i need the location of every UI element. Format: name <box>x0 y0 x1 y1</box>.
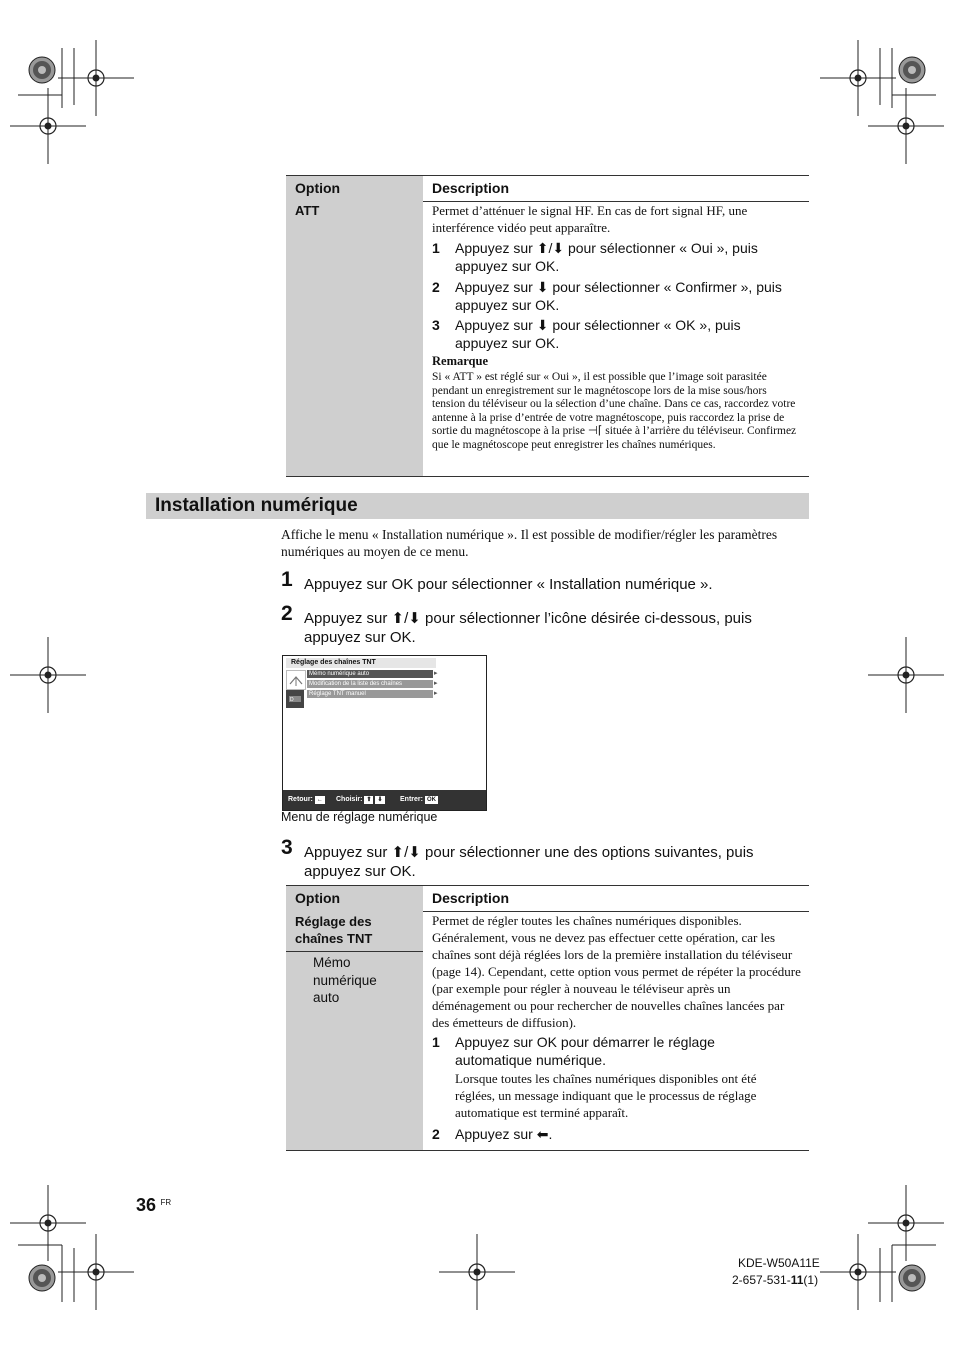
menu-item-manual[interactable]: Réglage TNT manuel <box>307 690 433 698</box>
option-att: ATT <box>295 203 320 218</box>
section-heading <box>146 493 809 519</box>
chevron-right-icon: ▸ <box>434 680 438 687</box>
down-key-icon: ⬇ <box>377 797 383 803</box>
header-description: Description <box>432 180 510 196</box>
digital-setup-menu-screen <box>282 655 487 811</box>
att-intro: Permet d’atténuer le signal HF. En cas de fort signal HF, une interférence vidéo peut apparaître. <box>432 203 748 235</box>
menu-item-edit-list[interactable]: Modification de la liste des chaînes <box>307 680 433 688</box>
table-header <box>286 885 809 912</box>
table-header <box>286 175 809 202</box>
section-title: Installation numérique <box>155 495 358 516</box>
step-1-text: Appuyez sur OK pour sélectionner « Installation numérique ». <box>304 576 713 593</box>
step-3-number: 3 <box>281 836 293 859</box>
menu-item-auto[interactable]: Mémo numérique auto <box>307 670 433 678</box>
step-1-number: 1 <box>281 568 293 591</box>
up-key-icon: ⬆ <box>366 797 372 803</box>
option-column <box>286 911 423 1150</box>
chevron-right-icon: ▸ <box>434 670 438 677</box>
tnt-intro: Permet de régler toutes les chaînes numériques disponibles. Généralement, vous ne devez pas effectuer cette opération, car les chaînes sont déjà réglées lors de la première installation du téléviseur (page 14). Cependant, cette option vous permet de répéter la procédure (par exemple pour régler à nouveau le téléviseur après un déménagement ou pour rechercher de nouvelles chaînes lancées par des émetteurs de diffusion). <box>432 913 801 1030</box>
att-step-2: 2 Appuyez sur ⬇ pour sélectionner « Confirmer », puis appuyez sur OK. <box>432 279 782 313</box>
screen-caption: Menu de réglage numérique <box>281 810 438 824</box>
step-2-number: 2 <box>281 602 293 625</box>
option-tnt: Réglage des chaînes TNT <box>295 914 373 946</box>
step-3-text: Appuyez sur ⬆/⬇ pour sélectionner une des options suivantes, puis appuyez sur OK. <box>304 844 754 880</box>
remark-text: Si « ATT » est réglé sur « Oui », il est possible que l’image soit parasitée pendant un enregistrement sur le magnétoscope lors de la mise sous/hors tension du téléviseur ou la sélection d’une chaîne. Dans ce cas, raccordez votre antenne à la prise d’entrée de votre magnétoscope, puis raccordez la prise de sortie du magnétoscope à la prise ⊣⌈ située à l’arrière du téléviseur. Confirmez que le magnétoscope peut enregistrer les chaînes numériques. <box>432 371 797 451</box>
header-description: Description <box>432 890 510 906</box>
suboption-auto: Mémo numérique auto <box>313 955 377 1005</box>
tnt-step-1-note: Lorsque toutes les chaînes numériques disponibles ont été réglées, un message indiquant que le processus de réglage automatique est terminé apparaît. <box>455 1071 757 1120</box>
digital-icon <box>286 690 304 708</box>
svg-text:D: D <box>290 697 294 703</box>
section-intro: Affiche le menu « Installation numérique ». Il est possible de modifier/régler les paramètres numériques au moyen de ce menu. <box>281 527 778 559</box>
chevron-right-icon: ▸ <box>434 690 438 697</box>
screen-footer <box>283 790 486 810</box>
page-number: 36 $^{FR}$ <box>136 1195 172 1215</box>
header-option: Option <box>295 890 341 906</box>
screen-title: Réglage des chaînes TNT <box>286 658 436 668</box>
footer-enter-label: Entrer: <box>400 796 423 803</box>
ok-key-icon: OK <box>426 797 436 803</box>
att-step-1: 1 Appuyez sur ⬆/⬇ pour sélectionner « Oui », puis appuyez sur OK. <box>432 240 758 274</box>
tnt-option-table <box>286 885 809 1151</box>
tnt-step-1: 1 Appuyez sur OK pour démarrer le réglage automatique numérique. <box>432 1034 715 1068</box>
header-option: Option <box>295 180 341 196</box>
antenna-icon <box>286 670 306 690</box>
footer-choose-label: Choisir: <box>336 796 363 803</box>
model-number: KDE-W50A11E <box>738 1256 820 1270</box>
footer-back-label: Retour: <box>288 796 313 803</box>
option-column <box>286 201 423 476</box>
att-option-table <box>286 175 809 477</box>
document-code: 2-657-531-11(1) <box>732 1273 819 1287</box>
att-step-3: 3 Appuyez sur ⬇ pour sélectionner « OK », puis appuyez sur OK. <box>432 317 741 351</box>
remark-title: Remarque <box>432 354 489 368</box>
step-2-text: Appuyez sur ⬆/⬇ pour sélectionner l’icône désirée ci-dessous, puis appuyez sur OK. <box>304 610 752 646</box>
language-code: FR <box>160 1198 172 1207</box>
tnt-step-2: 2 Appuyez sur ⬅. <box>432 1126 553 1142</box>
back-key-icon: ← <box>316 797 323 803</box>
